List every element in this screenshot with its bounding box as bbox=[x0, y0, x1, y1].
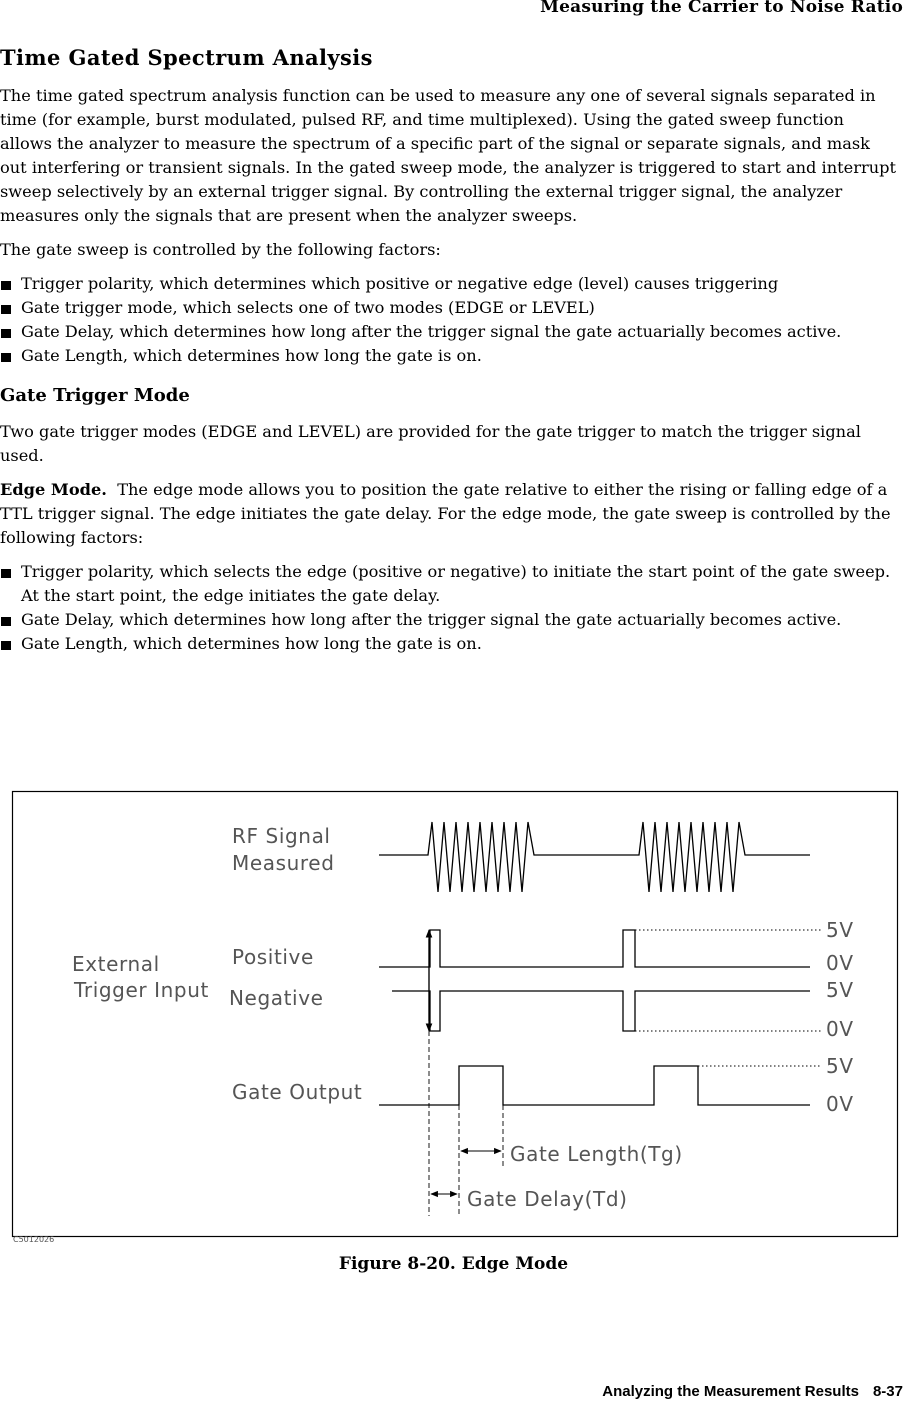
page-number: 8-37 bbox=[872, 1383, 903, 1400]
level-5v-gate: 5V bbox=[826, 1054, 854, 1078]
negative-label: Negative bbox=[229, 986, 324, 1010]
list-item: Gate Delay, which determines how long after the trigger signal the gate actuarially becomes active. bbox=[0, 320, 900, 344]
external-label-line2: Trigger Input bbox=[74, 978, 209, 1002]
list-item: Trigger polarity, which selects the edge (positive or negative) to initiate the start point of the gate sweep. At the start point, the edge initiates the gate delay. bbox=[0, 560, 900, 608]
subsection-title: Gate Trigger Mode bbox=[0, 385, 190, 406]
level-0v-negative: 0V bbox=[826, 1017, 854, 1041]
negative-trigger-trace bbox=[392, 991, 810, 1031]
figure-caption: Figure 8-20. Edge Mode bbox=[338, 1254, 569, 1274]
edge-mode-paragraph bbox=[0, 478, 900, 550]
list-item: Gate Length, which determines how long the gate is on. bbox=[0, 344, 900, 368]
gate-length-label: Gate Length(Tg) bbox=[510, 1142, 683, 1166]
factors-intro: The gate sweep is controlled by the following factors: bbox=[0, 240, 441, 259]
trigger-mode-intro: Two gate trigger modes (EDGE and LEVEL) are provided for the gate trigger to match the trigger signal used. bbox=[0, 422, 861, 465]
list-item: Trigger polarity, which determines which positive or negative edge (level) causes triggering bbox=[0, 272, 900, 296]
reference-lines bbox=[635, 930, 822, 1066]
figure-frame bbox=[13, 792, 898, 1237]
section-title: Time Gated Spectrum Analysis bbox=[0, 45, 373, 70]
gate-delay-label: Gate Delay(Td) bbox=[467, 1187, 628, 1211]
edge-mode-text: The edge mode allows you to position the gate relative to either the rising or falling edge of a TTL trigger signal. The edge initiates the gate delay. For the edge mode, the gate sweep is controlled by the following factors: bbox=[0, 480, 891, 547]
list-item: Gate trigger mode, which selects one of two modes (EDGE or LEVEL) bbox=[0, 296, 900, 320]
positive-label: Positive bbox=[232, 945, 314, 969]
factors-list bbox=[0, 272, 900, 368]
edge-factors-list bbox=[0, 560, 900, 656]
page-content bbox=[0, 44, 900, 666]
rf-signal-trace bbox=[379, 822, 810, 892]
list-item: Gate Delay, which determines how long after the trigger signal the gate actuarially becomes active. bbox=[0, 608, 900, 632]
footer-section-title: Analyzing the Measurement Results bbox=[602, 1383, 859, 1400]
intro-paragraph: The time gated spectrum analysis function can be used to measure any one of several signals separated in time (for example, burst modulated, pulsed RF, and time multiplexed). Using the gated sweep function allows the analyzer to measure the spectrum of a specific part of the signal or separate signals, and mask out interfering or transient signals. In the gated sweep mode, the analyzer is triggered to start and interrupt sweep selectively by an external trigger signal. By controlling the external trigger signal, the analyzer measures only the signals that are present when the analyzer sweeps. bbox=[0, 86, 897, 225]
positive-trigger-trace bbox=[379, 930, 810, 967]
gate-output-label: Gate Output bbox=[232, 1080, 363, 1104]
list-item: Gate Length, which determines how long the gate is on. bbox=[0, 632, 900, 656]
level-0v-positive: 0V bbox=[826, 951, 854, 975]
external-label-line1: External bbox=[72, 952, 160, 976]
edge-mode-runin: Edge Mode. bbox=[0, 480, 107, 499]
level-0v-gate: 0V bbox=[826, 1092, 854, 1116]
figure-code: C5012026 bbox=[13, 1235, 55, 1244]
rf-label-line1: RF Signal bbox=[232, 824, 331, 848]
edge-mode-figure bbox=[12, 791, 898, 1244]
timing-diagram bbox=[12, 791, 898, 1244]
running-head: Measuring the Carrier to Noise Ratio bbox=[540, 0, 903, 17]
level-5v-negative: 5V bbox=[826, 978, 854, 1002]
page-footer bbox=[602, 1383, 903, 1400]
gate-output-trace bbox=[379, 1066, 810, 1105]
rf-label-line2: Measured bbox=[232, 851, 335, 875]
level-5v-positive: 5V bbox=[826, 918, 854, 942]
